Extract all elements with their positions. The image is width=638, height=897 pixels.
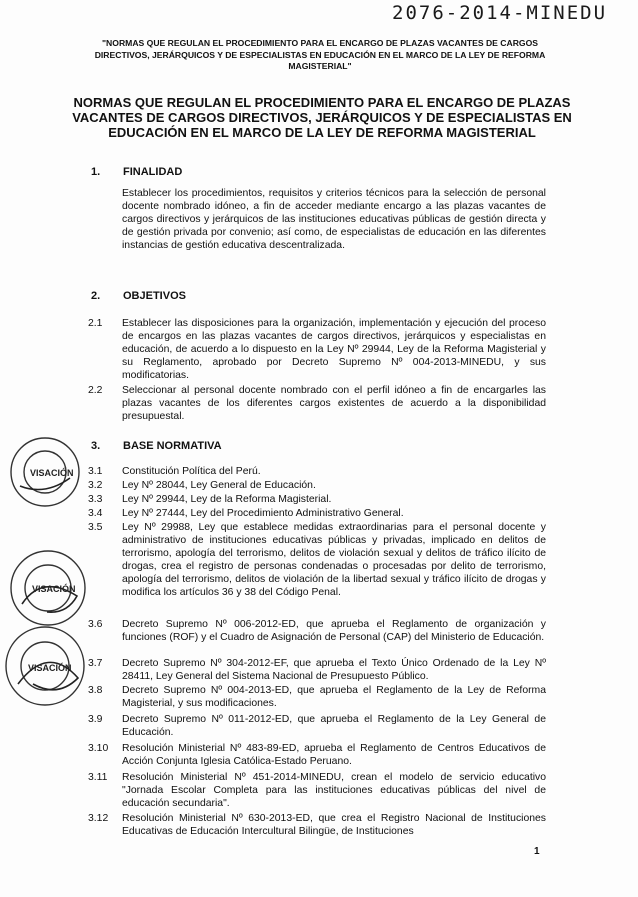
item-number: 3.10: [88, 743, 109, 754]
item-number: 2.2: [88, 385, 103, 396]
item-number: 3.6: [88, 619, 103, 630]
stamp-3: [6, 627, 84, 705]
list-item-3-1: [88, 466, 546, 479]
section-number: 2.: [91, 290, 101, 302]
item-text: Seleccionar al personal docente nombrado con el perfil idóneo a fin de encargarles las plazas vacantes de los diferentes cargos existentes de acuerdo a la disponibilidad presupuestal.: [122, 385, 546, 422]
list-item-3-6: [88, 619, 546, 645]
item-text: Resolución Ministerial Nº 451-2014-MINEDU, crean el modelo de servicio educativo "Jornada Escolar Completa para las instituciones educativas públicas del nivel de educación secundaria".: [122, 772, 546, 809]
document-code-handwritten: 2076-2014-MINEDU: [392, 2, 608, 24]
item-text: Decreto Supremo Nº 304-2012-EF, que aprueba el Texto Único Ordenado de la Ley Nº 28411, Ley General del Sistema Nacional de Presupuesto Público.: [122, 658, 546, 682]
section-heading-base-normativa: [91, 440, 222, 452]
main-title: NORMAS QUE REGULAN EL PROCEDIMIENTO PARA EL ENCARGO DE PLAZAS VACANTES DE CARGOS DIRECTIVOS, JERÁRQUICOS Y DE ESPECIALISTAS EN EDUCACIÓN EN EL MARCO DE LA LEY DE REFORMA MAGISTERIAL: [72, 95, 572, 140]
section-number: 1.: [91, 166, 101, 178]
list-item-3-7: [88, 658, 546, 684]
item-number: 3.11: [88, 772, 108, 783]
item-text: Constitución Política del Perú.: [122, 466, 261, 477]
item-text: Resolución Ministerial Nº 630-2013-ED, que crea el Registro Nacional de Instituciones Educativas de Educación Intercultural Bilingüe, de Instituciones: [122, 813, 546, 837]
svg-text:VISACIÓN: VISACIÓN: [30, 468, 74, 478]
item-text: Establecer las disposiciones para la organización, implementación y ejecución del proceso de encargos en las plazas vacantes de cargos directivos, jerárquicos y especialistas en educación, de acuerdo a lo dispuesto en la Ley Nº 29944, Ley de la Reforma Magisterial y su Reglamento, aprobado por Decreto Supremo Nº 004-2013-MINEDU, y sus modificatorias.: [122, 318, 546, 381]
item-number: 3.2: [88, 480, 103, 491]
list-item-3-11: [88, 772, 546, 811]
item-number: 3.3: [88, 494, 103, 505]
list-item-2-2: [88, 385, 546, 424]
stamp-1: [11, 438, 79, 506]
section-title: BASE NORMATIVA: [123, 440, 222, 452]
list-item-2-1: [88, 318, 546, 383]
item-text: Ley Nº 29944, Ley de la Reforma Magisterial.: [122, 494, 332, 505]
section-title: FINALIDAD: [123, 166, 183, 178]
section-number: 3.: [91, 440, 101, 452]
item-number: 2.1: [88, 318, 103, 329]
item-text: Resolución Ministerial Nº 483-89-ED, aprueba el Reglamento de Centros Educativos de Acción Conjunta Iglesia Católica-Estado Peruano.: [122, 743, 546, 767]
item-number: 3.8: [88, 685, 103, 696]
header-title: "NORMAS QUE REGULAN EL PROCEDIMIENTO PARA EL ENCARGO DE PLAZAS VACANTES DE CARGOS DIRECTIVOS, JERÁRQUICOS Y DE ESPECIALISTAS EN EDUCACIÓN EN EL MARCO DE LA LEY DE REFORMA MAGISTERIAL": [94, 38, 546, 71]
section-title: OBJETIVOS: [123, 290, 186, 302]
item-number: 3.5: [88, 522, 103, 533]
page-number: 1: [534, 846, 540, 857]
list-item-3-9: [88, 714, 546, 740]
item-number: 3.7: [88, 658, 103, 669]
item-text: Decreto Supremo Nº 006-2012-ED, que aprueba el Reglamento de organización y funciones (ROF) y el Cuadro de Asignación de Personal (CAP) del Ministerio de Educación.: [122, 619, 546, 643]
list-item-3-3: [88, 494, 546, 507]
item-text: Ley Nº 28044, Ley General de Educación.: [122, 480, 316, 491]
list-item-3-5: [88, 522, 546, 599]
item-text: Ley Nº 27444, Ley del Procedimiento Administrativo General.: [122, 508, 404, 519]
list-item-3-4: [88, 508, 546, 521]
svg-text:VISACIÓN: VISACIÓN: [32, 584, 76, 594]
item-number: 3.12: [88, 813, 109, 824]
list-item-3-2: [88, 480, 546, 493]
list-item-3-12: [88, 813, 546, 839]
item-text: Decreto Supremo Nº 011-2012-ED, que aprueba el Reglamento de la Ley General de Educación.: [122, 714, 546, 738]
item-number: 3.4: [88, 508, 103, 519]
list-item-3-10: [88, 743, 546, 769]
list-item-3-8: [88, 685, 546, 711]
item-text: Ley Nº 29988, Ley que establece medidas extraordinarias para el personal docente y administrativo de instituciones educativas públicas y privadas, implicado en delitos de terrorismo, apología del terrorismo, delitos de violación sexual y delitos de tráfico ilícito de drogas, crea el registro de personas condenadas o procesadas por delito de terrorismo, apología del terrorismo, delitos de violación de la libertad sexual y tráfico ilícito de drogas y modifica los artículos 36 y 38 del Código Penal.: [122, 522, 546, 598]
item-number: 3.9: [88, 714, 103, 725]
section-heading-finalidad: [91, 166, 182, 178]
item-number: 3.1: [88, 466, 103, 477]
stamp-2: [11, 551, 85, 625]
finalidad-paragraph: Establecer los procedimientos, requisitos y criterios técnicos para la selección de personal docente nombrado idóneo, a fin de acceder mediante encargo a las plazas vacantes de cargos directivos y jerárquicos de las instituciones educativas públicas de gestión directa y de gestión privada por convenio; así como, de especialistas de educación en las diferentes instancias de gestión educativa descentralizada.: [122, 188, 546, 251]
item-text: Decreto Supremo Nº 004-2013-ED, que aprueba el Reglamento de la Ley de Reforma Magisterial, y sus modificaciones.: [122, 685, 546, 709]
section-heading-objetivos: [91, 290, 186, 302]
svg-text:VISACIÓN: VISACIÓN: [28, 663, 72, 673]
